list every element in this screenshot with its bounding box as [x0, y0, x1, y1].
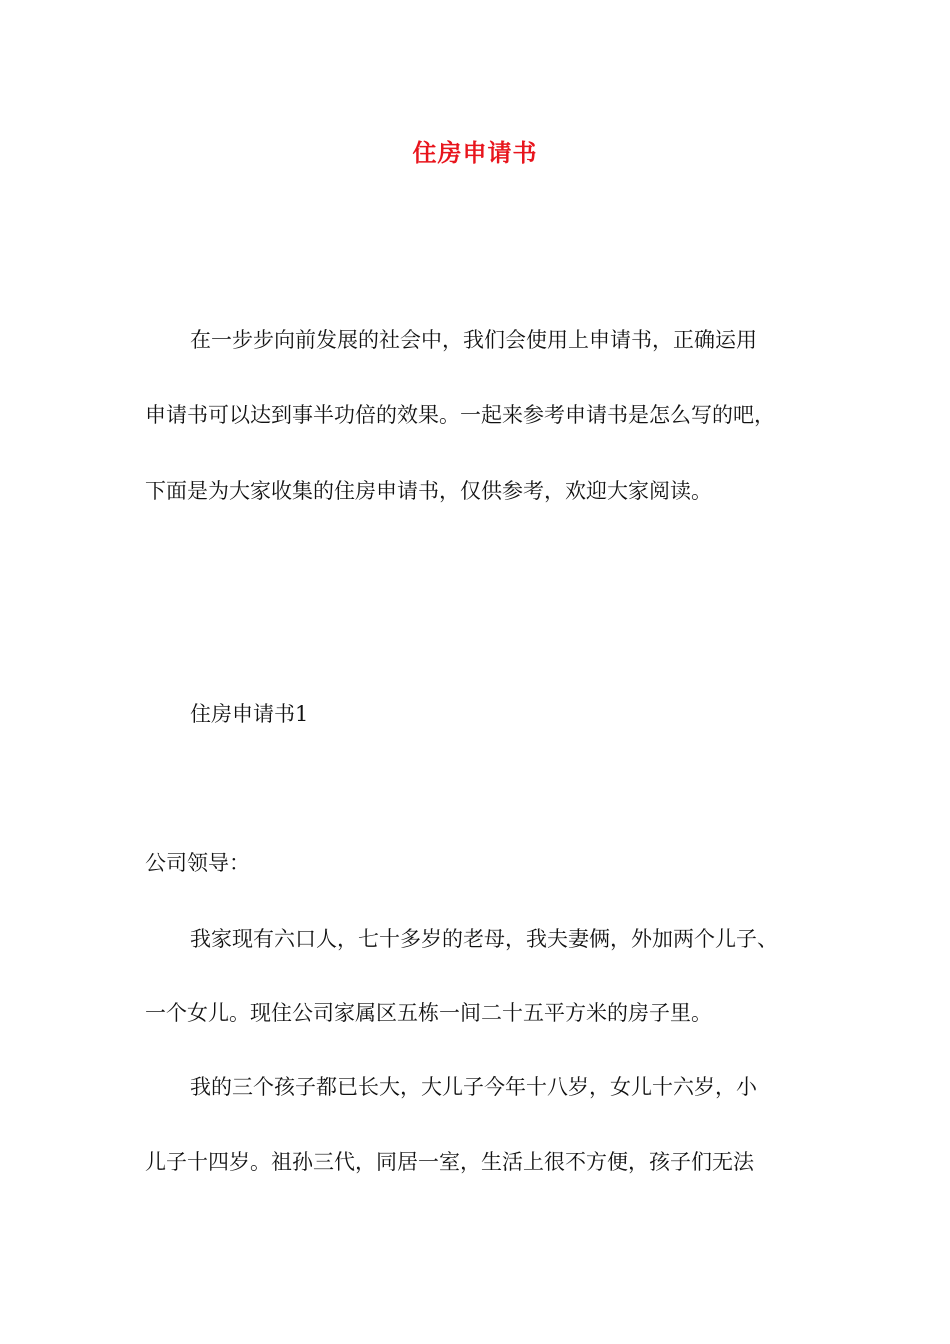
section-heading: 住房申请书1: [190, 702, 309, 726]
intro-line-2: 申请书可以达到事半功倍的效果。一起来参考申请书是怎么写的吧，: [145, 403, 775, 427]
salutation: 公司领导：: [145, 851, 250, 875]
body-line-3: 我的三个孩子都已长大，大儿子今年十八岁，女儿十六岁，小: [190, 1075, 757, 1099]
body-line-4: 儿子十四岁。祖孙三代，同居一室，生活上很不方便，孩子们无法: [145, 1150, 754, 1174]
body-line-1: 我家现有六口人，七十多岁的老母，我夫妻俩，外加两个儿子、: [190, 927, 778, 951]
body-line-2: 一个女儿。现住公司家属区五栋一间二十五平方米的房子里。: [145, 1001, 712, 1025]
intro-line-1: 在一步步向前发展的社会中，我们会使用上申请书，正确运用: [190, 328, 757, 352]
intro-line-3: 下面是为大家收集的住房申请书，仅供参考，欢迎大家阅读。: [145, 479, 712, 503]
document-title: 住房申请书: [412, 138, 538, 167]
